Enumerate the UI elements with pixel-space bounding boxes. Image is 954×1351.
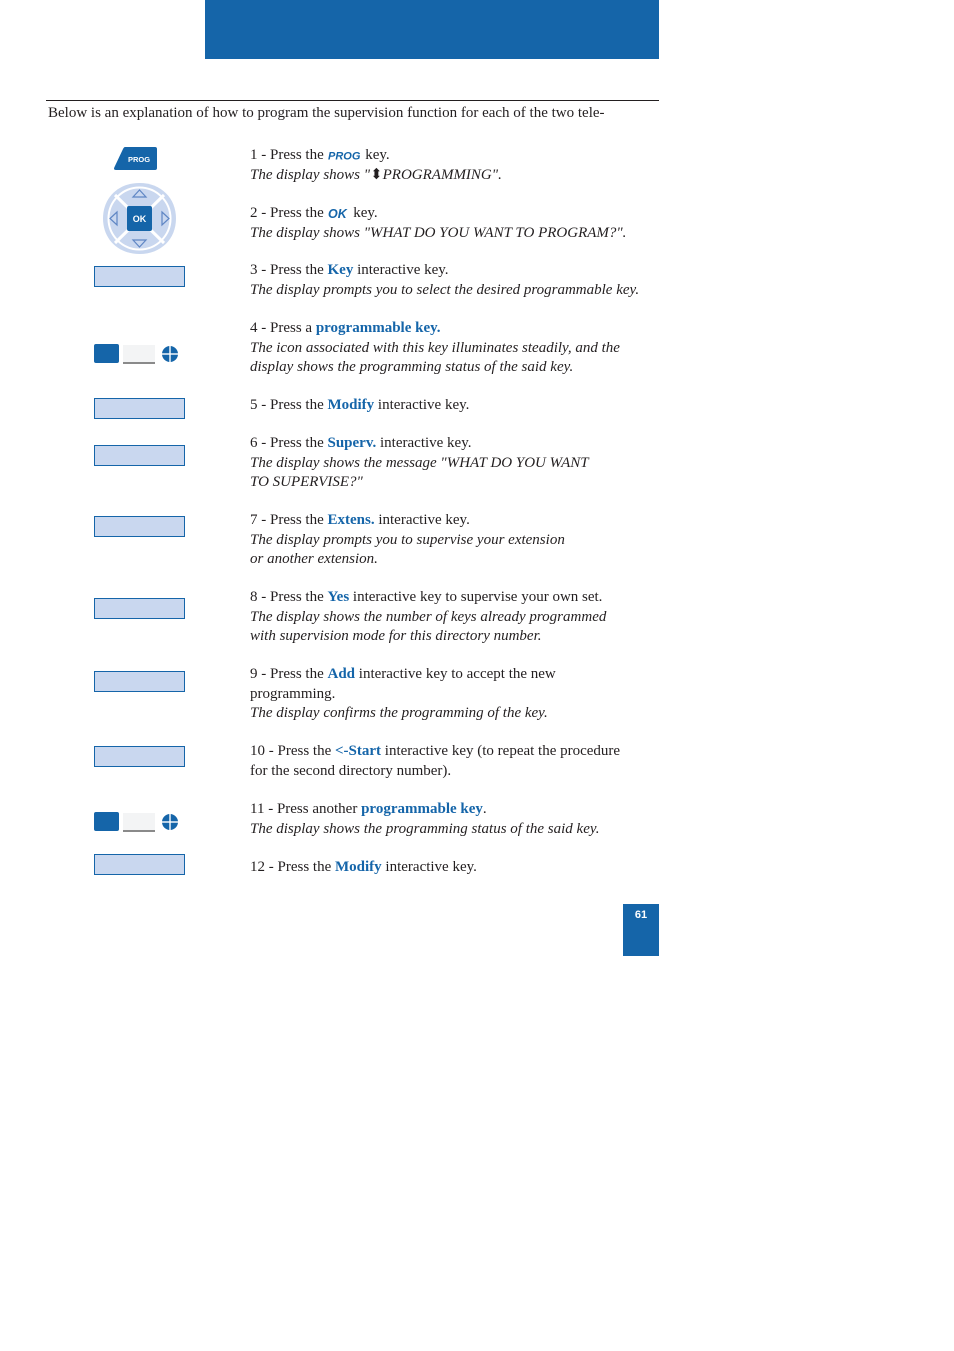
prog-inline-icon [328, 149, 362, 161]
step-description: The display shows "WHAT DO YOU WANT TO PROGRAM?". [250, 224, 627, 241]
interactive-key-yes [94, 598, 185, 619]
step-instruction: 5 - Press the Modify interactive key. [250, 397, 470, 413]
step-instruction: 2 - Press the OK key. [250, 205, 378, 221]
programmable-key-button [94, 812, 119, 831]
key-name: Yes [327, 589, 350, 605]
key-name: Extens. [327, 512, 375, 528]
page-number-box [623, 904, 659, 956]
step-3 [250, 261, 639, 300]
step-12 [250, 858, 477, 878]
key-name: Modify [335, 859, 382, 875]
step-instruction: 7 - Press the Extens. interactive key. [250, 512, 470, 528]
step-2 [250, 204, 626, 243]
step-instruction: 3 - Press the Key interactive key. [250, 262, 449, 278]
interactive-key-start [94, 746, 185, 767]
key-name: Superv. [327, 435, 377, 451]
step-11 [250, 800, 599, 839]
step-description: The display prompts you to select the desired programmable key. [250, 281, 640, 298]
step-description: The display shows "⬍PROGRAMMING". [250, 166, 502, 183]
step-5 [250, 396, 469, 416]
key-name: programmable key. [315, 320, 441, 336]
step-description: or another extension. [250, 551, 378, 567]
prog-key-label: PROG [127, 155, 151, 164]
key-name: Add [327, 666, 356, 682]
step-description: The icon associated with this key illuminates steadily, and the [250, 339, 620, 356]
step-description: The display shows the number of keys already programmed [250, 608, 607, 625]
step-9 [250, 665, 556, 724]
programmable-key-icon [94, 812, 184, 832]
key-name: <-Start [335, 743, 382, 759]
step-instruction: 10 - Press the <-Start interactive key (to repeat the procedure [250, 743, 621, 759]
programmable-key-button [94, 344, 119, 363]
ok-inline-icon [328, 207, 350, 219]
step-instruction-cont: for the second directory number). [250, 762, 452, 779]
step-instruction-cont: programming. [250, 685, 336, 702]
step-8 [250, 588, 606, 647]
step-instruction: 1 - Press the PROG key. [250, 147, 390, 163]
step-description: The display prompts you to supervise your extension [250, 531, 565, 548]
key-name: Modify [327, 397, 375, 413]
ok-label: OK [132, 214, 147, 224]
led-icon [161, 813, 179, 831]
step-1 [250, 146, 502, 185]
interactive-key-extens [94, 516, 185, 537]
led-icon [161, 345, 179, 363]
step-description: display shows the programming status of the said key. [250, 359, 574, 375]
step-instruction: 9 - Press the Add interactive key to accept the new [250, 666, 556, 682]
header-rule [46, 100, 659, 101]
step-7 [250, 511, 565, 570]
intro-text: Below is an explanation of how to program the supervision function for each of the two tele- [48, 105, 605, 121]
page-number: 61 [634, 909, 648, 921]
navigator-icon [101, 181, 178, 256]
ok-inline-label: OK [327, 207, 347, 219]
step-6 [250, 434, 589, 493]
step-10 [250, 742, 620, 781]
step-instruction: 8 - Press the Yes interactive key to supervise your own set. [250, 589, 603, 605]
key-name: Key [327, 262, 354, 278]
interactive-key-key [94, 266, 185, 287]
step-description: The display shows the message "WHAT DO YOU WANT [250, 454, 589, 471]
programmable-key-icon [94, 344, 184, 364]
step-instruction: 6 - Press the Superv. interactive key. [250, 435, 472, 451]
step-instruction: 12 - Press the Modify interactive key. [250, 859, 477, 875]
step-description: with supervision mode for this directory number. [250, 628, 542, 644]
interactive-key-modify [94, 398, 185, 419]
step-instruction: 4 - Press a programmable key. [250, 320, 441, 336]
key-name: programmable key [361, 801, 483, 817]
step-description: The display confirms the programming of the key. [250, 705, 548, 721]
interactive-key-modify-2 [94, 854, 185, 875]
interactive-key-superv [94, 445, 185, 466]
step-instruction: 11 - Press another programmable key. [250, 801, 487, 817]
step-4 [250, 319, 620, 378]
header-bar [205, 0, 659, 59]
prog-inline-label: PROG [327, 150, 360, 161]
interactive-key-add [94, 671, 185, 692]
key-label-strip [123, 345, 155, 364]
step-description: TO SUPERVISE?" [250, 474, 363, 490]
prog-key-icon [113, 146, 158, 171]
step-description: The display shows the programming status of the said key. [250, 820, 600, 837]
key-label-strip [123, 813, 155, 832]
